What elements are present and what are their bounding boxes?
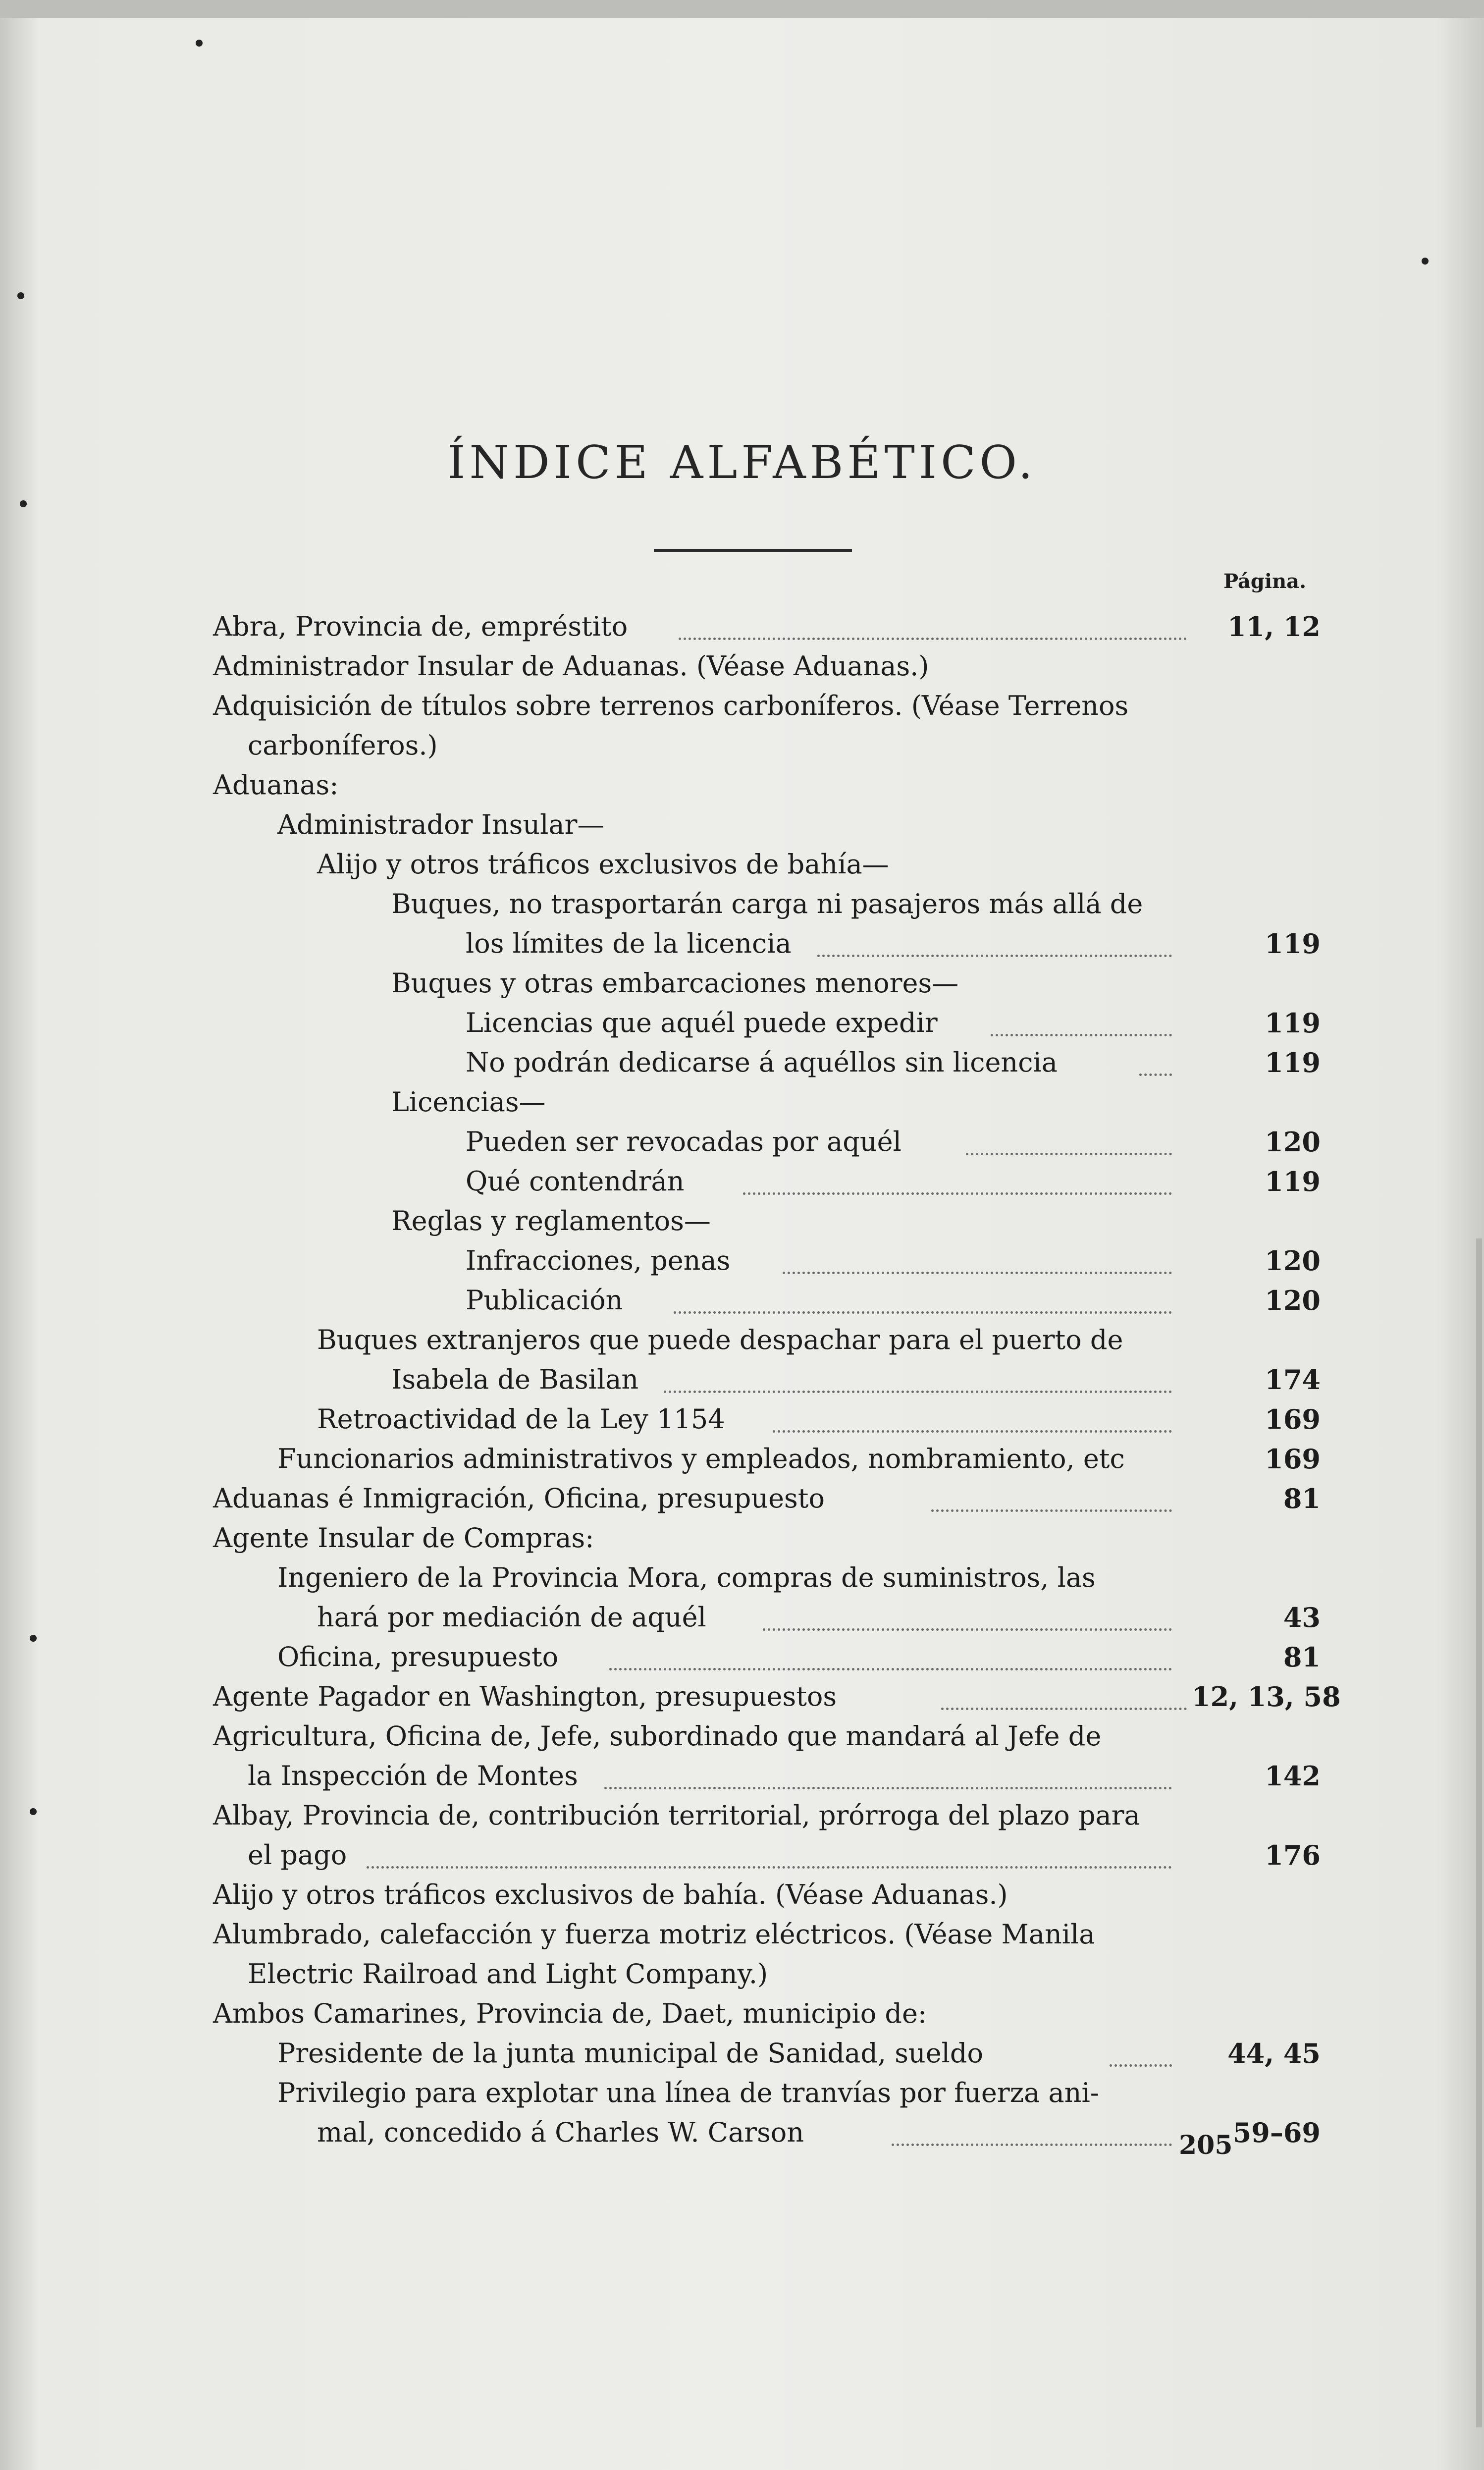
dot-leader [743, 1171, 1172, 1195]
ink-speck [17, 292, 24, 299]
entry-text: Reglas y reglamentos— [391, 1205, 711, 1236]
index-entry [0, 607, 1484, 646]
entry-text: Licencias que aquél puede expedir [466, 1007, 938, 1038]
entry-page: 119 [1265, 1047, 1321, 1078]
entry-text: hará por mediación de aquél [317, 1602, 706, 1633]
dot-leader [931, 1488, 1172, 1512]
entry-text: Alijo y otros tráficos exclusivos de bahía— [317, 849, 889, 880]
entry-text: Alumbrado, calefacción y fuerza motriz eléctricos. (Véase Manila [213, 1919, 1095, 1950]
entry-page: 12, 13, 58 [1192, 1681, 1341, 1713]
ink-speck [20, 500, 27, 507]
entry-page: 174 [1265, 1364, 1321, 1396]
index-entry [0, 1756, 1484, 1796]
index-entry [0, 1003, 1484, 1043]
index-entry [0, 1915, 1484, 1954]
entry-text: Licencias— [391, 1086, 546, 1118]
index-entry [0, 1201, 1484, 1241]
entry-page: 142 [1265, 1760, 1321, 1792]
ink-speck [196, 40, 203, 47]
dot-leader [941, 1686, 1187, 1710]
entry-text: Alijo y otros tráficos exclusivos de bahía. (Véase Aduanas.) [213, 1879, 1008, 1910]
entry-text: Ingeniero de la Provincia Mora, compras de suministros, las [277, 1562, 1096, 1593]
index-entry [0, 1677, 1484, 1717]
index-entry [0, 1717, 1484, 1756]
index-entry [0, 2113, 1484, 2152]
index-entry [0, 1479, 1484, 1518]
entry-text: Buques extranjeros que puede despachar para el puerto de [317, 1324, 1123, 1355]
index-entry [0, 1954, 1484, 1994]
index-entry [0, 726, 1484, 765]
index-entry [0, 1994, 1484, 2034]
index-entry [0, 2034, 1484, 2073]
dot-leader [609, 1646, 1172, 1670]
index-entry [0, 805, 1484, 845]
dot-leader [679, 616, 1187, 640]
entry-text: Administrador Insular de Aduanas. (Véase Aduanas.) [213, 650, 929, 682]
index-entry [0, 1518, 1484, 1558]
dot-leader [1139, 1052, 1172, 1076]
index-entry [0, 1835, 1484, 1875]
dot-leader [674, 1289, 1172, 1314]
entry-page: 81 [1283, 1483, 1321, 1514]
entry-text: Retroactividad de la Ley 1154 [317, 1403, 725, 1435]
entry-text: Abra, Provincia de, empréstito [213, 611, 628, 642]
index-entry [0, 686, 1484, 726]
index-entry [0, 765, 1484, 805]
index-entry [0, 884, 1484, 924]
dot-leader [783, 1250, 1172, 1274]
index-entry [0, 1122, 1484, 1162]
index-entry [0, 1082, 1484, 1122]
entry-text: los límites de la licencia [466, 928, 792, 959]
title-rule [654, 549, 852, 552]
index-entry [0, 1281, 1484, 1320]
entry-page: 120 [1265, 1245, 1321, 1277]
entry-text: Infracciones, penas [466, 1245, 731, 1276]
dot-leader [817, 933, 1172, 957]
dot-leader [966, 1131, 1172, 1155]
entry-page: 176 [1265, 1839, 1321, 1871]
entry-text: Oficina, presupuesto [277, 1641, 559, 1672]
dot-leader [763, 1607, 1172, 1631]
index-entry [0, 1598, 1484, 1637]
entry-page: 119 [1265, 1007, 1321, 1039]
page-number: 205 [1179, 2130, 1233, 2160]
index-entry [0, 1241, 1484, 1281]
dot-leader [604, 1765, 1172, 1789]
entry-text: mal, concedido á Charles W. Carson [317, 2117, 804, 2148]
entry-page: 44, 45 [1227, 2038, 1321, 2069]
entry-text: Agente Pagador en Washington, presupuestos [213, 1681, 837, 1712]
index-entry [0, 1162, 1484, 1201]
entry-text: Pueden ser revocadas por aquél [466, 1126, 901, 1157]
entry-page: 59–69 [1232, 2117, 1321, 2148]
dot-leader [991, 1012, 1172, 1036]
index-entry [0, 964, 1484, 1003]
dot-leader [367, 1844, 1172, 1869]
index-entry [0, 1399, 1484, 1439]
entry-text: carboníferos.) [248, 730, 438, 761]
entry-text: Adquisición de títulos sobre terrenos carboníferos. (Véase Terrenos [213, 690, 1129, 721]
dot-leader [892, 2122, 1172, 2146]
entry-page: 119 [1265, 1166, 1321, 1197]
dot-leader [664, 1369, 1172, 1393]
entry-text: Agricultura, Oficina de, Jefe, subordinado que mandará al Jefe de [213, 1720, 1102, 1752]
dot-leader [773, 1408, 1172, 1433]
entry-page: 11, 12 [1227, 611, 1321, 643]
index-entry [0, 2073, 1484, 2113]
entry-text: Publicación [466, 1285, 623, 1316]
entry-text: Presidente de la junta municipal de Sanidad, sueldo [277, 2038, 984, 2069]
entry-page: 169 [1265, 1403, 1321, 1435]
entry-text: Agente Insular de Compras: [213, 1522, 594, 1554]
entry-text: el pago [248, 1839, 347, 1871]
entry-page: 120 [1265, 1285, 1321, 1316]
index-entry [0, 924, 1484, 964]
entry-page: 119 [1265, 928, 1321, 960]
index-entry [0, 1875, 1484, 1915]
entry-text: Buques y otras embarcaciones menores— [391, 967, 959, 999]
index-entry [0, 646, 1484, 686]
entry-page: 120 [1265, 1126, 1321, 1158]
entry-text: Aduanas é Inmigración, Oficina, presupuesto [213, 1483, 825, 1514]
entry-page: 81 [1283, 1641, 1321, 1673]
dot-leader [1110, 2042, 1172, 2067]
entry-text: Ambos Camarines, Provincia de, Daet, municipio de: [213, 1998, 927, 2029]
index-entry [0, 1439, 1484, 1479]
entry-text: Isabela de Basilan [391, 1364, 639, 1395]
entry-text: Buques, no trasportarán carga ni pasajeros más allá de [391, 888, 1143, 919]
entry-text: Privilegio para explotar una línea de tranvías por fuerza ani- [277, 2077, 1099, 2108]
entry-page: 169 [1265, 1443, 1321, 1475]
index-entry [0, 1796, 1484, 1835]
entry-text: Funcionarios administrativos y empleados, nombramiento, etc [277, 1443, 1125, 1474]
entry-text: Aduanas: [213, 769, 339, 801]
entry-text: Administrador Insular— [277, 809, 604, 840]
index-entry [0, 1558, 1484, 1598]
ink-speck [1422, 258, 1429, 265]
index-entry [0, 1637, 1484, 1677]
entry-text: Qué contendrán [466, 1166, 685, 1197]
index-entry [0, 1320, 1484, 1360]
entry-text: Electric Railroad and Light Company.) [248, 1958, 768, 1989]
entry-text: la Inspección de Montes [248, 1760, 578, 1791]
page-title: ÍNDICE ALFABÉTICO. [447, 436, 1037, 489]
index-entry [0, 1043, 1484, 1082]
index-entry [0, 845, 1484, 884]
entry-page: 43 [1283, 1602, 1321, 1633]
entry-text: Albay, Provincia de, contribución territorial, prórroga del plazo para [213, 1800, 1140, 1831]
index-entry [0, 1360, 1484, 1399]
page-top-edge [0, 0, 1484, 18]
entry-text: No podrán dedicarse á aquéllos sin licencia [466, 1047, 1058, 1078]
pagina-column-header: Página. [1223, 570, 1307, 593]
